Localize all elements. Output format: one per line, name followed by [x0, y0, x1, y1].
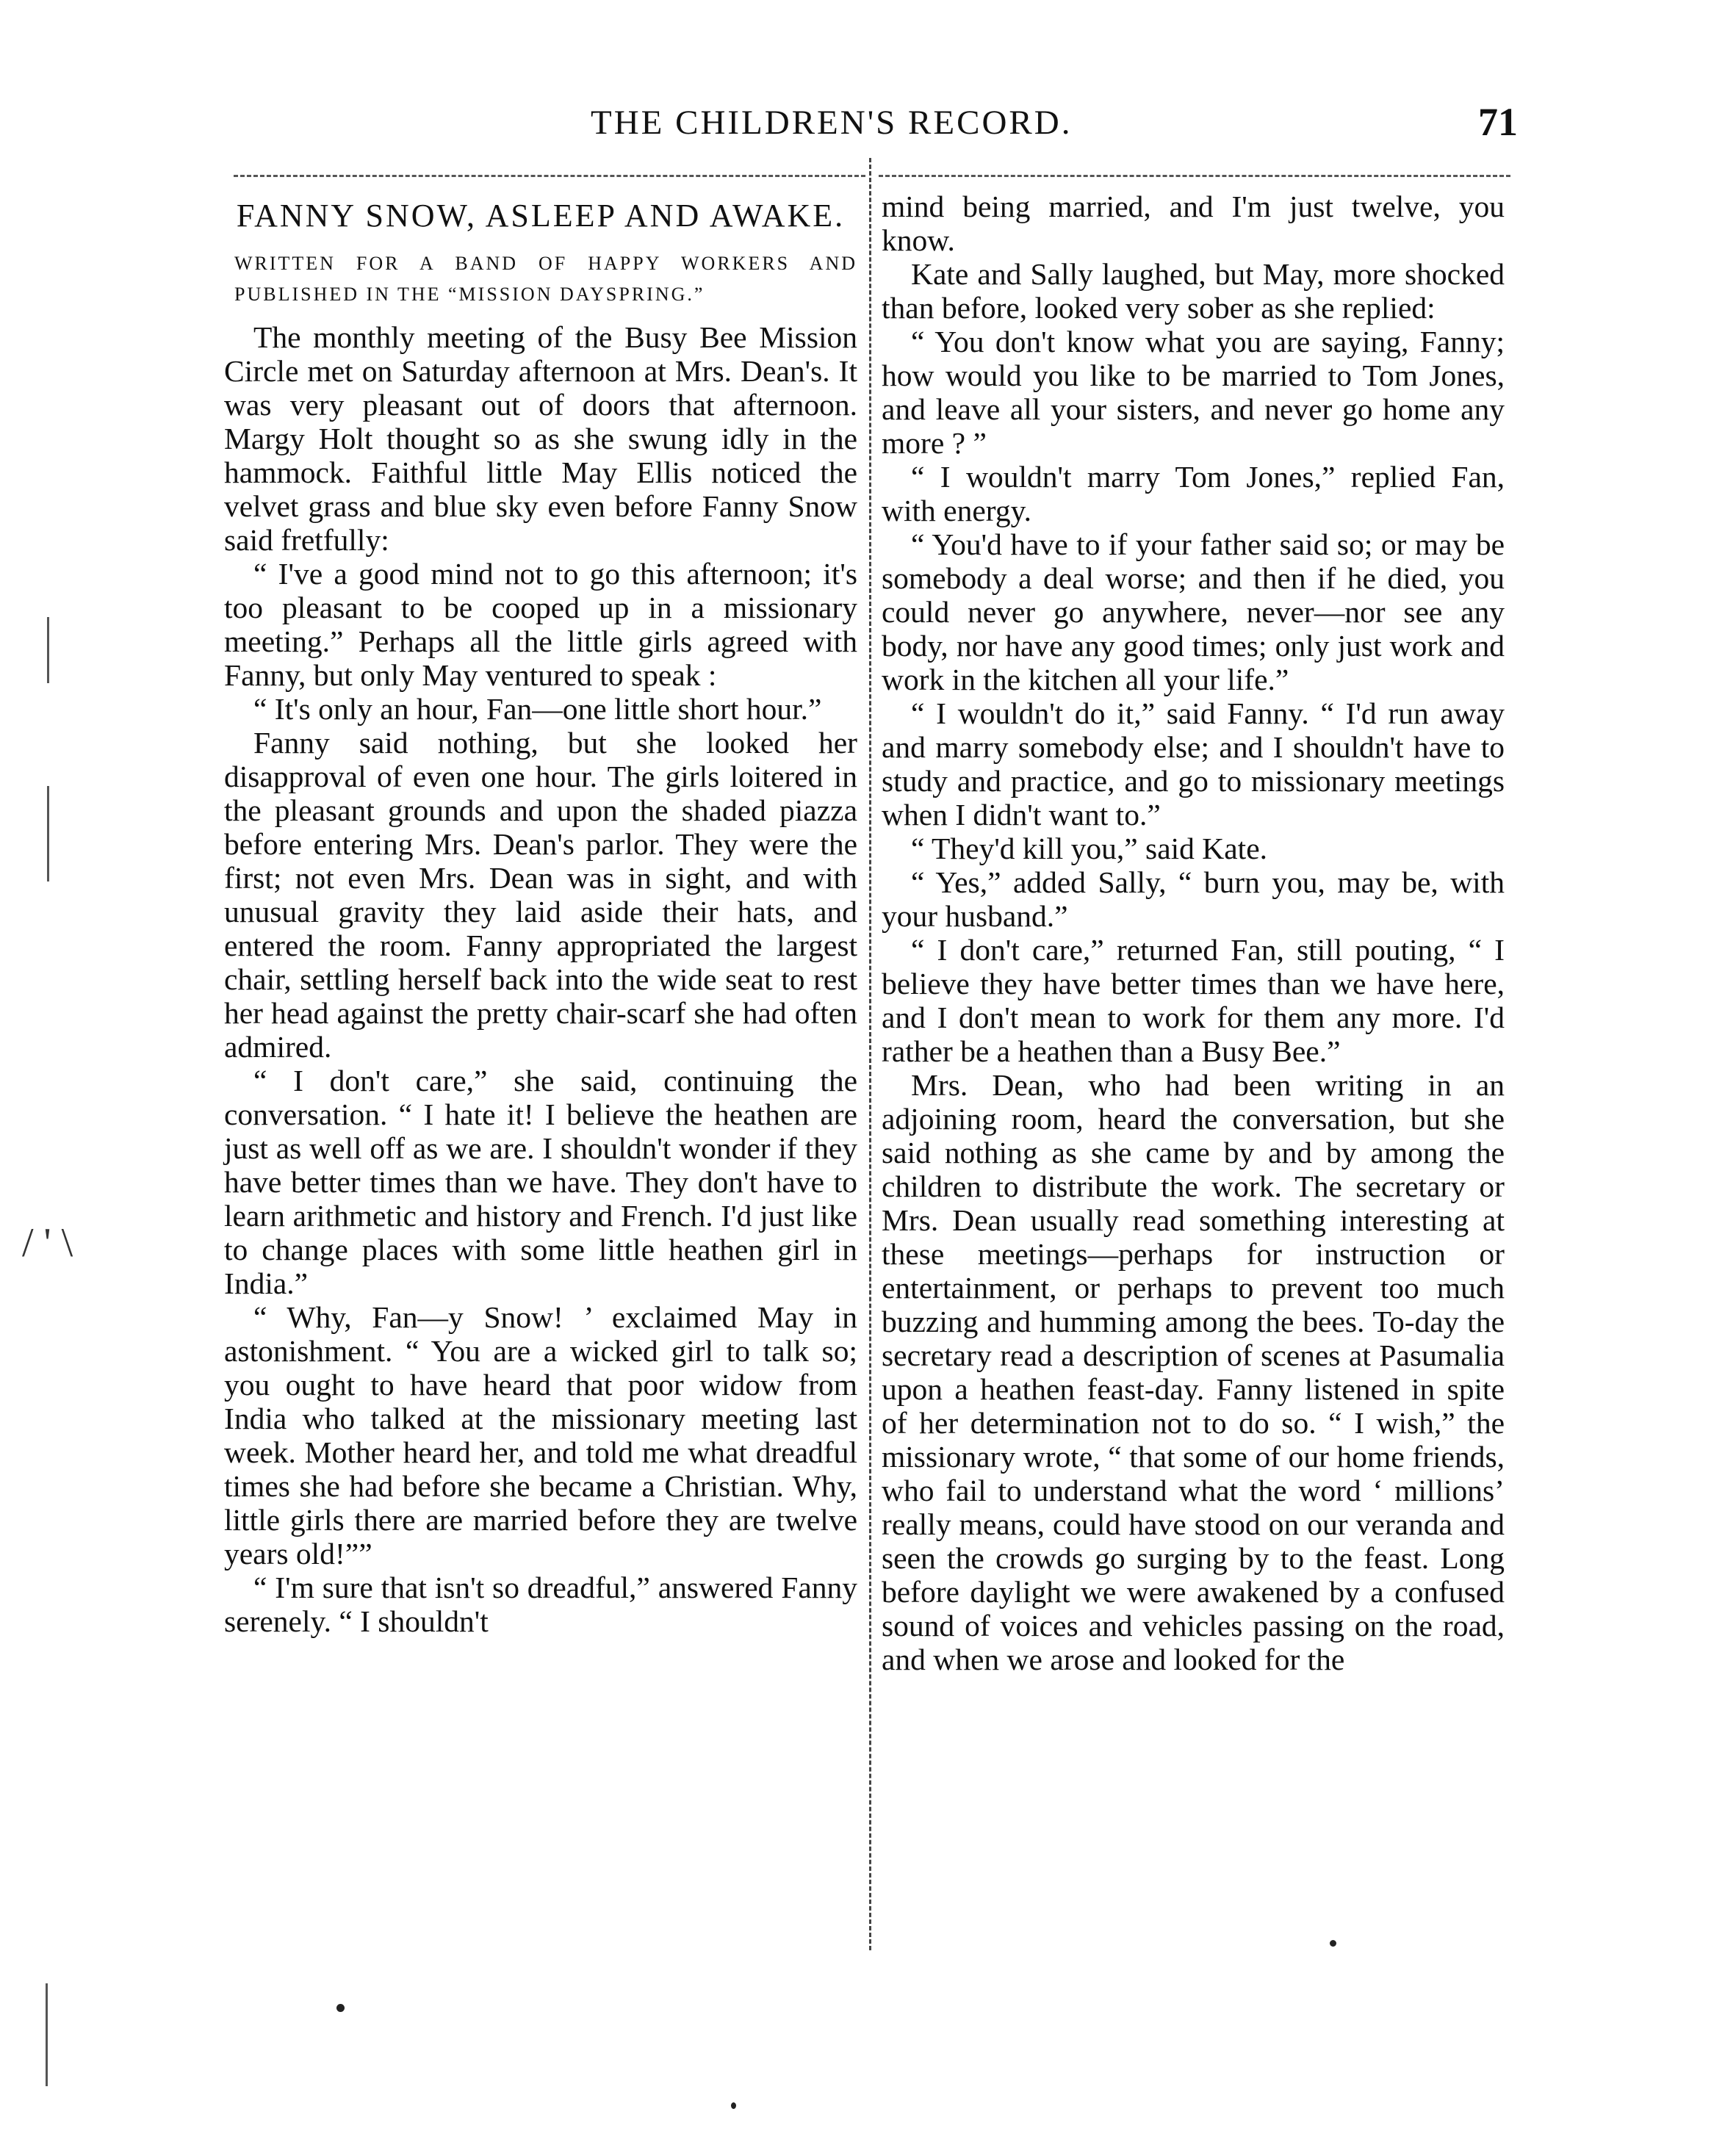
article-byline: WRITTEN FOR A BAND OF HAPPY WORKERS AND PUBLISHED IN THE “MISSION DAYSPRING.”	[234, 253, 857, 305]
ink-speck	[336, 2004, 345, 2012]
paragraph: Mrs. Dean, who had been writing in an adjoining room, heard the conversation, but she said nothing as she came by and by among the children to distribute the work. The secretary or Mrs. Dean usually read something interesting at these meetings—perhaps for instruction or entertainment, or perhaps to prevent too much buzzing and humming among the bees. To-day the secretary read a description of scenes at Pasumalia upon a heathen feast-day. Fanny listened in spite of her determination not to do so. “ I wish,” the missionary wrote, “ that some of our home friends, who fail to understand what the word ‘ millions’ really means, could have stood on our veranda and seen the crowds go surging by to the feast. Long before daylight we were awakened by a confused sound of voices and vehicles passing on the road, and when we arose and looked for the	[882, 1068, 1505, 1676]
paragraph: “ I've a good mind not to go this afternoon; it's too pleasant to be cooped up in a missionary meeting.” Perhaps all the little girls agreed with Fanny, but only May ventured to speak :	[224, 557, 857, 692]
left-column	[224, 192, 857, 1638]
paragraph: “ You don't know what you are saying, Fanny; how would you like to be married to Tom Jones, and leave all your sisters, and never go home any more ? ”	[882, 325, 1505, 460]
margin-scan-mark: / ' \	[22, 1220, 73, 1266]
paragraph: mind being married, and I'm just twelve, you know.	[882, 190, 1505, 257]
paragraph: “ You'd have to if your father said so; or may be somebody a deal worse; and then if he died, you could never go anywhere, never—nor see any body, nor have any good times; only just work and work in the kitchen all your life.”	[882, 527, 1505, 696]
margin-scan-tick	[47, 617, 49, 683]
paragraph: Fanny said nothing, but she looked her disapproval of even one hour. The girls loitered in the pleasant grounds and upon the shaded piazza before entering Mrs. Dean's parlor. They were the first; not even Mrs. Dean was in sight, and with unusual gravity they laid aside their hats, and entered the room. Fanny appropriated the largest chair, settling herself back into the wide seat to rest her head against the pretty chair-scarf she had often admired.	[224, 726, 857, 1064]
paragraph: “ It's only an hour, Fan—one little short hour.”	[253, 692, 822, 726]
ink-speck	[731, 2102, 736, 2109]
column-divider	[869, 158, 871, 1950]
header-rule-left	[234, 175, 865, 177]
paragraph: “ I don't care,” returned Fan, still pouting, “ I believe they have better times than we have here, and I don't mean to work for them any more. I'd rather be a heathen than a Busy Bee.”	[882, 933, 1505, 1068]
margin-scan-tick	[46, 1983, 48, 2086]
margin-scan-tick	[47, 786, 49, 881]
page-number: 71	[1478, 100, 1518, 144]
paragraph: Kate and Sally laughed, but May, more shocked than before, looked very sober as she replied:	[882, 257, 1505, 325]
paragraph: “ I wouldn't marry Tom Jones,” replied Fan, with energy.	[882, 460, 1505, 527]
running-title: THE CHILDREN'S RECORD.	[591, 104, 1073, 142]
ink-speck	[1330, 1940, 1336, 1947]
paragraph: “ Yes,” added Sally, “ burn you, may be, with your husband.”	[882, 865, 1505, 933]
paragraph: The monthly meeting of the Busy Bee Mission Circle met on Saturday afternoon at Mrs. Dean's. It was very pleasant out of doors that afternoon. Margy Holt thought so as she swung idly in the hammock. Faithful little May Ellis noticed the velvet grass and blue sky even before Fanny Snow said fretfully:	[224, 320, 857, 557]
paragraph: “ They'd kill you,” said Kate.	[911, 832, 1267, 865]
paragraph: “ I wouldn't do it,” said Fanny. “ I'd run away and marry somebody else; and I shouldn't have to study and practice, and go to missionary meetings when I didn't want to.”	[882, 696, 1505, 832]
paragraph: “ I don't care,” she said, continuing the conversation. “ I hate it! I believe the heathen are just as well off as we are. I shouldn't wonder if they have better times than we have. They don't have to learn arithmetic and history and French. I'd just like to change places with some little heathen girl in India.”	[224, 1064, 857, 1300]
right-column	[882, 190, 1505, 1676]
paragraph: “ I'm sure that isn't so dreadful,” answered Fanny serenely. “ I shouldn't	[224, 1571, 857, 1638]
header-rule-right	[879, 175, 1510, 177]
article-title: FANNY SNOW, ASLEEP AND AWAKE.	[236, 198, 846, 234]
paragraph: “ Why, Fan—y Snow! ’ exclaimed May in astonishment. “ You are a wicked girl to talk so; you ought to have heard that poor widow from India who talked at the missionary meeting last week. Mother heard her, and told me what dreadful times she had before she became a Christian. Why, little girls there are married before they are twelve years old!””	[224, 1300, 857, 1571]
